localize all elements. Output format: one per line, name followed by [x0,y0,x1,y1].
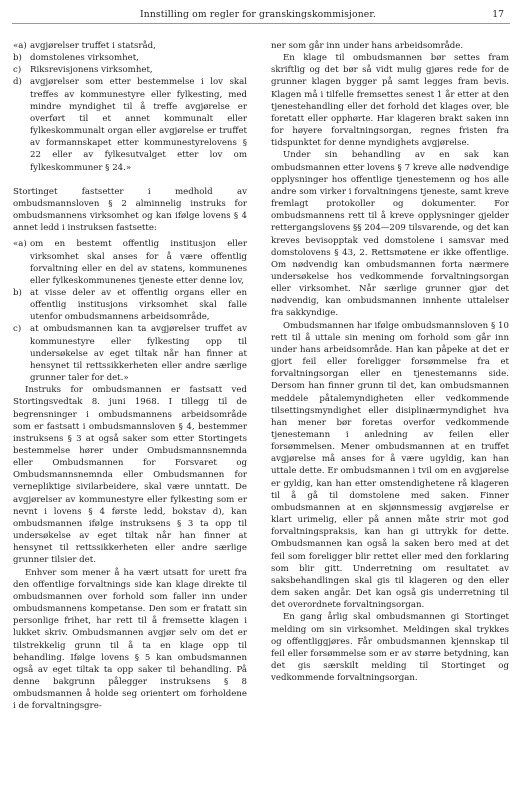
paragraph: En gang årlig skal ombudsmannen gi Stortinget melding om sin virksomhet. Meldingen skal trykkes og offentliggjøres. Får ombudsmannen kjennskap til feil eller forsømmelse som er av større betydning, kan det gis særskilt melding til Stortinget og vedkommende forvaltningsorgan. [271,612,509,684]
list-item [13,76,247,173]
paragraph: Ombudsmannen har ifølge ombudsmannsloven § 10 rett til å uttale sin mening om forhold som går inn under hans arbeidsområde. Han kan påpeke at det er gjort feil eller foreligger forsømmelse fra et forvaltningsorgan eller en tjenestemanns side. Dersom han finner grunn til det, kan ombudsmannen meddele påtalemyndigheten eller vedkommende tilsettingsmyndighet eller disiplinærmyndighet hva han mener bør foretas overfor vedkommende tjenestemann i anledning av feilen eller forsømmelsen. Mener ombudsmannen at en truffet avgjørelse må anses for å være ugyldig, kan han uttale dette. Er ombudsmannen i tvil om en avgjørelse er gyldig, kan han etter omstendighetene rå klageren til å gå til domstolene med saken. Finner ombudsmannen at en skjønnsmessig avgjørelse er klart urimelig, eller på annen måte strir mot god forvaltningspraksis, kan han gi uttrykk for dette. Ombudsmannen kan også la saken bero med at det feil som foreligger blir rettet eller med den forklaring som blir gitt. Underretning om resultatet av saksbehandlingen skal gis til klageren og den eller dem saken angår. Det kan også gis underretning til det overordnete forvaltningsorgan. [271,320,509,611]
exemption-list [13,40,247,174]
list-item [13,323,247,384]
page-number: 17 [492,9,504,20]
list-item-label: c) [13,324,22,335]
list-item-text: at visse deler av et offentlig organs eller en offentlig institusjons virksomhet skal falle utenfor ombudsmannens arbeidsområde, [30,287,247,323]
list-item-text: avgjørelser truffet i statsråd, [30,41,156,51]
list-item-label: d) [13,77,22,88]
list-item [13,52,247,64]
list-item-label: c) [13,65,22,76]
list-item [13,238,247,287]
running-title: Innstilling om regler for granskingskommisjoner. [140,9,376,20]
list-item-text: domstolenes virksomhet, [30,53,139,64]
list-item-label: b) [13,53,22,64]
list-item-text: at ombudsmannen kan ta avgjørelser truffet av kommunestyre eller fylkesting opp til undersøkelse av eget tiltak når han finner at hensynet til rettssikkerheten eller andre særlige grunner taler for det.» [30,324,247,384]
header-rule [12,23,510,24]
paragraph: Enhver som mener å ha vært utsatt for urett fra den offentlige forvaltnings side kan klage direkte til ombudsmannen over forhold som faller inn under ombudsmannens kompetanse. Den som er fratatt sin personlige frihet, har rett til å fremsette klagen i lukket skriv. Ombudsmannen avgjør selv om det er tilstrekkelig grunn til å ta en klage opp til behandling. Ifølge lovens § 5 kan ombudsmannen også av eget tiltak ta opp saker til behandling. På denne bakgrunn pålegger instruksens § 8 ombudsmannen å holde seg orientert om forholdene i de forvaltningsgre- [13,567,247,712]
paragraph: En klage til ombudsmannen bør settes fram skriftlig og det bør så vidt mulig gjøres rede for de grunner klagen bygger på samt legges fram bevis. Klagen må i tilfelle fremsettes senest 1 år etter at den tjenestehandling eller det forhold det klages over, ble foretatt eller opphørte. Har klageren brakt saken inn for høyere forvaltningsorgan, regnes fristen fra tidspunktet for denne myndighets avgjørelse. [271,53,509,149]
list-item [13,64,247,76]
list-item [13,287,247,323]
list-item-label: b) [13,287,22,298]
right-column [271,40,509,684]
list-item-text: avgjørelser som etter bestemmelse i lov skal treffes av kommunestyre eller fylkesting, med mindre myndighet til å treffe avgjørelse er overført til et annet kommunalt eller fylkeskommunalt organ eller avgjørelse er truffet av formannskapet etter kommunestyrelovens § 22 eller av fylkesutvalget etter lov om fylkeskommuner § 24.» [30,77,247,173]
paragraph: Instruks for ombudsmannen er fastsatt ved Stortingsvedtak 8. juni 1968. I tillegg til de begrensninger i ombudsmannens arbeidsområde som er fastsatt i ombudsmannsloven § 4, bestemmer instruksens § 3 at også saker som etter Stortingets bestemmelse hører under Ombudsmannsnemnda eller Ombudsmannen for Forsvaret og Ombudsmannsnemnda eller Ombudsmannen for vernepliktige sivilarbeidere, skal være unntatt. De avgjørelser av kommunestyre eller fylkesting som er nevnt i lovens § 4 første ledd, bokstav d), kan ombudsmannen ifølge instruksens § 3 ta opp til undersøkelse av eget tiltak når han finner at hensynet til rettssikkerheten eller andre særlige grunner tilsier det. [13,385,247,566]
list-item-text: om en bestemt offentlig institusjon eller virksomhet skal anses for å være offentlig forvaltning eller en del av statens, kommunenes eller fylkeskommunenes tjeneste etter denne lov, [30,239,247,286]
paragraph: Under sin behandling av en sak kan ombudsmannen etter lovens § 7 kreve alle nødvendige opplysninger hos offentlige tjenestemenn og hos alle andre som virker i forvaltningens tjeneste, samt kreve fremlagt protokoller og dokumenter. For ombudsmannens rett til å kreve opplysninger gjelder rettergangslovens §§ 204—209 tilsvarende, og det kan kreves bevisopptak ved domstolene i samsvar med domstolovens § 43, 2. Rettsmøtene er ikke offentlige. Om nødvendig kan ombudsmannen forta nærmere undersøkelse hos vedkommende forvaltningsorgan eller virksomhet. Når særlige grunner gjør det nødvendig, kan ombudsmannen innhente uttalelser fra sakkyndige. [271,150,509,319]
list-item-label: «a) [13,239,27,250]
list-item-label: «a) [13,41,27,51]
instruction-list [13,238,247,384]
paragraph: ner som går inn under hans arbeidsområde. [271,41,464,51]
list-item [13,40,247,52]
left-column [13,40,247,712]
page-header [12,9,510,21]
list-item-text: Riksrevisjonens virksomhet, [30,65,153,76]
paragraph: Stortinget fastsetter i medhold av ombudsmannsloven § 2 alminnelig instruks for ombudsmannens virksomhet og kan ifølge lovens § 4 annet ledd i instruksen fastsette: [13,186,247,234]
